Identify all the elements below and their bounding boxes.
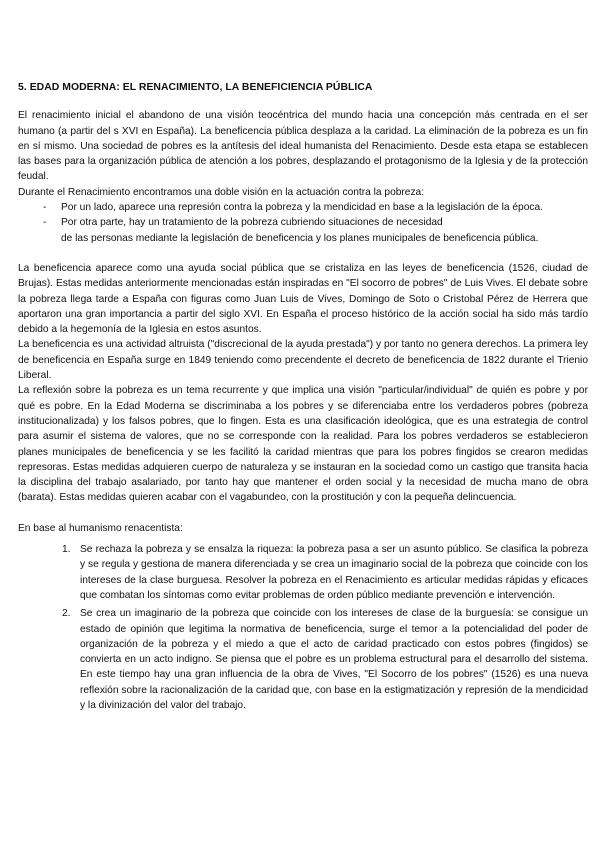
spacer: [18, 506, 588, 521]
numbered-item-text: Se crea un imaginario de la pobreza que coincide con los intereses de clase de la burguesía: se consigue un estado de opinión que legitima la normativa de beneficencia, surge el temor a la potencialidad del poder de organización de la pobreza y el miedo a que el acto de caridad practicado con estos pobres (fingidos) se convierta en un acto indigno. Se piensa que el pobre es un problema estructural para el desarrollo del sistema. En este tiempo hay una gran influencia de la obra de Vives, "El Socorro de los pobres" (1526) es una nueva reflexión sobre la racionalización de la caridad que, con base en la estigmatización y represión de la mendicidad y la divinización del valor del trabajo.: [80, 608, 588, 711]
paragraph-humanismo: En base al humanismo renacentista:: [18, 522, 183, 534]
list-item-continuation: de las personas mediante la legislación de beneficencia y los planes municipales de beneficencia pública.: [61, 232, 539, 244]
numbered-item: [18, 606, 588, 713]
paragraph-doble-vision: Durante el Renacimiento encontramos una doble visión en la actuación contra la pobreza:: [18, 186, 425, 198]
paragraph-beneficencia-altruista: La beneficencia es una actividad altruista ("discrecional de la ayuda prestada") y por tanto no genera derechos. La primera ley de beneficencia en España surge en 1849 teniendo como precendente el decreto de beneficencia de 1822 durante el Trienio Liberal.: [18, 339, 588, 382]
dash-list: [18, 200, 588, 246]
document-page: [18, 80, 588, 716]
paragraph-reflexion-pobreza: La reflexión sobre la pobreza es un tema recurrente y que implica una visión "particular/individual" de quién es pobre y por qué es pobre. En la Edad Moderna se discriminaba a los pobres y se diferenciaba entre los verdaderos pobres (pobreza institucionalizada) y los falsos pobres, que lo fingen. Esta es una clasificación ideológica, que es una estrategia de control para asumir el sistema de valores, que no se corresponde con la realidad. Para los pobres verdaderos se establecieron planes municipales de beneficencia y se les facilitó la caridad mientras que para los pobres fingidos se crearon medidas represoras. Estas medidas adquieren cuerpo de naturaleza y se instauran en la sociedad como un castigo que transita hacia la disciplina del trabajo asalariado, por tanto hay que mantener el orden social y la necesidad de mucha mano de obra (barata). Estas medidas quieren acabar con el vagabundeo, con la prostitución y con la pequeña delincuencia.: [18, 385, 588, 504]
paragraph-renacimiento: El renacimiento inicial el abandono de una visión teocéntrica del mundo hacia una concepción más centrada en el ser humano (a partir del s XVI en España). La beneficencia pública desplaza a la caridad. La eliminación de la pobreza es un fin en sí mismo. Una sociedad de pobres es la antítesis del ideal humanista del Renacimiento. Desde esta etapa se establecen las bases para la organización pública de atención a los pobres, desplazando el protagonismo de la Iglesia y de la protección feudal.: [18, 110, 588, 183]
list-item-text: Por otra parte, hay un tratamiento de la pobreza cubriendo situaciones de necesidad: [61, 217, 443, 229]
spacer: [18, 246, 588, 261]
list-item-text: Por un lado, aparece una represión contra la pobreza y la mendicidad en base a la legislación de la época.: [61, 202, 543, 214]
numbered-item-text: Se rechaza la pobreza y se ensalza la riqueza: la pobreza pasa a ser un asunto público. Se clasifica la pobreza y se regula y gestiona de manera diferenciada y se crea un imaginario social de la pobreza que coincide con los intereses de la clase burguesa. Resolver la pobreza en el Renacimiento es articular medidas rápidas y eficaces que combatan los síntomas como evitar problemas de orden público mediante prevención e intervención.: [80, 544, 588, 601]
numbered-list: [18, 542, 588, 713]
paragraph-beneficencia-ayuda: La beneficencia aparece como una ayuda social pública que se cristaliza en las leyes de beneficencia (1526, ciudad de Brujas). Estas medidas anteriormente mencionadas están inspiradas en "El socorro de pobres" de Luis Vives. El debate sobre la pobreza llega tarde a España con figuras como Juan Luis de Vives, Domingo de Soto o Cristobal Pérez de Herrera que aportaron una gran importancia a partir del siglo XVI. En España el proceso histórico de la acción social ha sido más tardío debido a la hegemonía de la Iglesia en estos asuntos.: [18, 262, 588, 336]
item-number: 1.: [62, 544, 71, 556]
section-heading: 5. EDAD MODERNA: EL RENACIMIENTO, LA BENEFICIENCIA PÚBLICA: [18, 82, 373, 93]
list-item: [18, 200, 588, 215]
numbered-item: [18, 542, 588, 603]
dash-bullet: -: [43, 202, 47, 214]
item-number: 2.: [62, 608, 71, 620]
dash-bullet: -: [43, 217, 47, 229]
list-item: [18, 215, 588, 246]
